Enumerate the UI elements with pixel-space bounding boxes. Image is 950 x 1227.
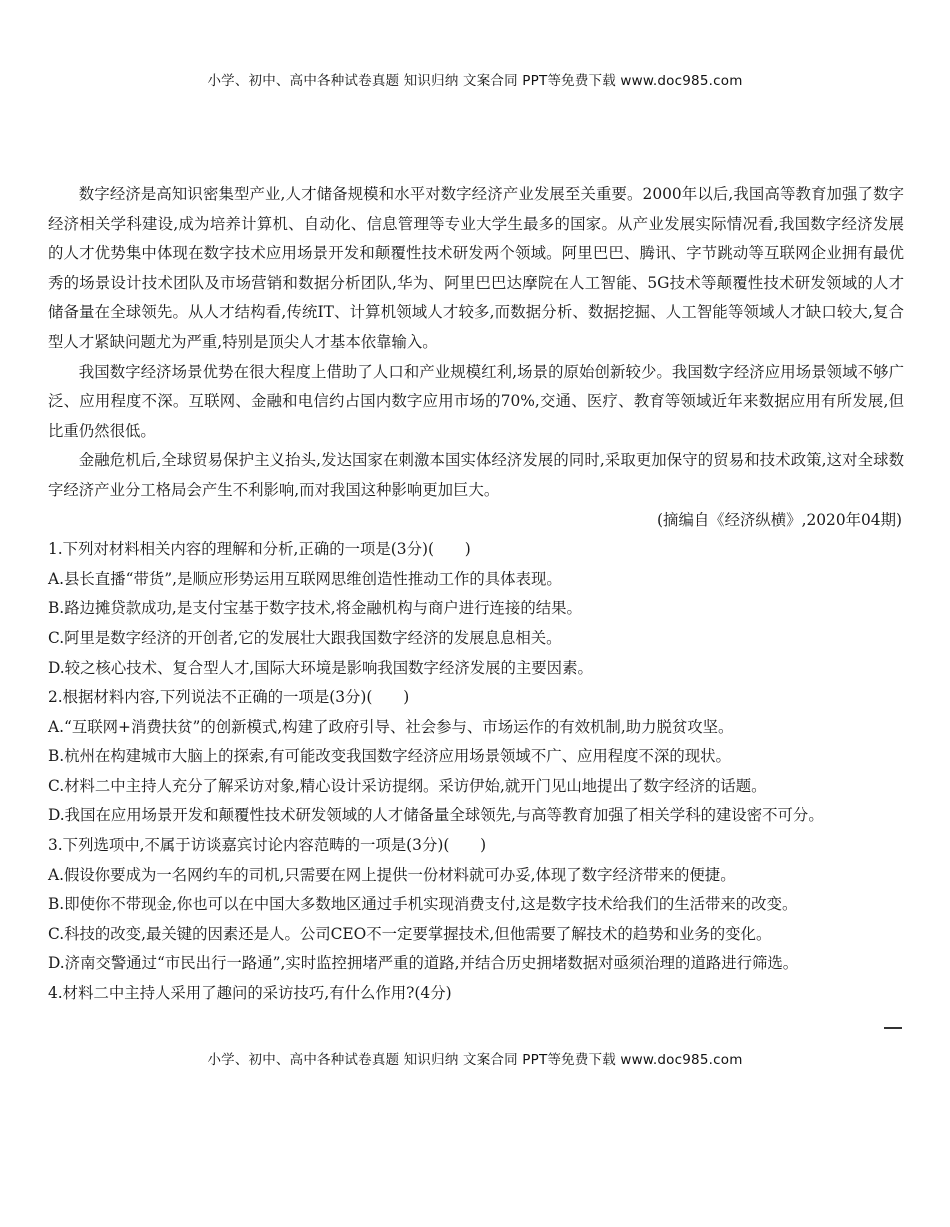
question-4-stem: 4.材料二中主持人采用了趣问的采访技巧,有什么作用?(4分) xyxy=(48,984,452,1003)
question-1-option-a: A.县长直播“带货”,是顺应形势运用互联网思维创造性推动工作的具体表现。 xyxy=(48,569,562,588)
page-break-dash xyxy=(884,1027,902,1029)
question-3-option-d: D.济南交警通过“市民出行一路通”,实时监控拥堵严重的道路,并结合历史拥堵数据对亟须治理的道路进行筛选。 xyxy=(48,954,799,973)
paragraph-3: 金融危机后,全球贸易保护主义抬头,发达国家在刺激本国实体经济发展的同时,采取更加保守的贸易和技术政策,这对全球数字经济产业分工格局会产生不利影响,而对我国这种影响更加巨大。 xyxy=(48,451,904,499)
source-citation: (摘编自《经济纵横》,2020年04期) xyxy=(657,510,902,529)
question-1-option-d: D.较之核心技术、复合型人才,国际大环境是影响我国数字经济发展的主要因素。 xyxy=(48,658,593,677)
paragraph-2: 我国数字经济场景优势在很大程度上借助了人口和产业规模红利,场景的原始创新较少。我国数字经济应用场景领域不够广泛、应用程度不深。互联网、金融和电信约占国内数字应用市场的70%,交通、医疗、教育等领域近年来数据应用有所发展,但比重仍然很低。 xyxy=(48,362,904,440)
document-body xyxy=(48,180,904,1009)
question-1-option-b: B.路边摊贷款成功,是支付宝基于数字技术,将金融机构与商户进行连接的结果。 xyxy=(48,599,582,618)
paragraph-1: 数字经济是高知识密集型产业,人才储备规模和水平对数字经济产业发展至关重要。2000年以后,我国高等教育加强了数字经济相关学科建设,成为培养计算机、自动化、信息管理等专业大学生最多的国家。从产业发展实际情况看,我国数字经济发展的人才优势集中体现在数字技术应用场景开发和颠覆性技术研发两个领域。阿里巴巴、腾讯、字节跳动等互联网企业拥有最优秀的场景设计技术团队及市场营销和数据分析团队,华为、阿里巴巴达摩院在人工智能、5G技术等颠覆性技术研发领域的人才储备量在全球领先。从人才结构看,传统IT、计算机领域人才较多,而数据分析、数据挖掘、人工智能等领域人才缺口较大,复合型人才紧缺问题尤为严重,特别是顶尖人才基本依靠输入。 xyxy=(48,185,904,351)
question-1-option-c: C.阿里是数字经济的开创者,它的发展壮大跟我国数字经济的发展息息相关。 xyxy=(48,628,562,647)
question-2-option-d: D.我国在应用场景开发和颠覆性技术研发领域的人才储备量全球领先,与高等教育加强了相关学科的建设密不可分。 xyxy=(48,806,824,825)
question-3-option-a: A.假设你要成为一名网约车的司机,只需要在网上提供一份材料就可办妥,体现了数字经济带来的便捷。 xyxy=(48,865,736,884)
page-header: 小学、初中、高中各种试卷真题 知识归纳 文案合同 PPT等免费下载 www.doc985.com xyxy=(207,73,743,89)
question-2-option-b: B.杭州在构建城市大脑上的探索,有可能改变我国数字经济应用场景领域不广、应用程度不深的现状。 xyxy=(48,747,731,766)
question-3-option-b: B.即使你不带现金,你也可以在中国大多数地区通过手机实现消费支付,这是数字技术给我们的生活带来的改变。 xyxy=(48,895,798,914)
question-2-stem: 2.根据材料内容,下列说法不正确的一项是(3分)( ) xyxy=(48,688,410,707)
question-2-option-c: C.材料二中主持人充分了解采访对象,精心设计采访提纲。采访伊始,就开门见山地提出了数字经济的话题。 xyxy=(48,776,767,795)
question-1-stem: 1.下列对材料相关内容的理解和分析,正确的一项是(3分)( ) xyxy=(48,540,471,559)
question-2-option-a: A.“互联网+消费扶贫”的创新模式,构建了政府引导、社会参与、市场运作的有效机制,助力脱贫攻坚。 xyxy=(48,717,734,736)
question-3-option-c: C.科技的改变,最关键的因素还是人。公司CEO不一定要掌握技术,但他需要了解技术的趋势和业务的变化。 xyxy=(48,924,772,943)
page-footer: 小学、初中、高中各种试卷真题 知识归纳 文案合同 PPT等免费下载 www.doc985.com xyxy=(207,1052,743,1068)
question-3-stem: 3.下列选项中,不属于访谈嘉宾讨论内容范畴的一项是(3分)( ) xyxy=(48,836,487,855)
